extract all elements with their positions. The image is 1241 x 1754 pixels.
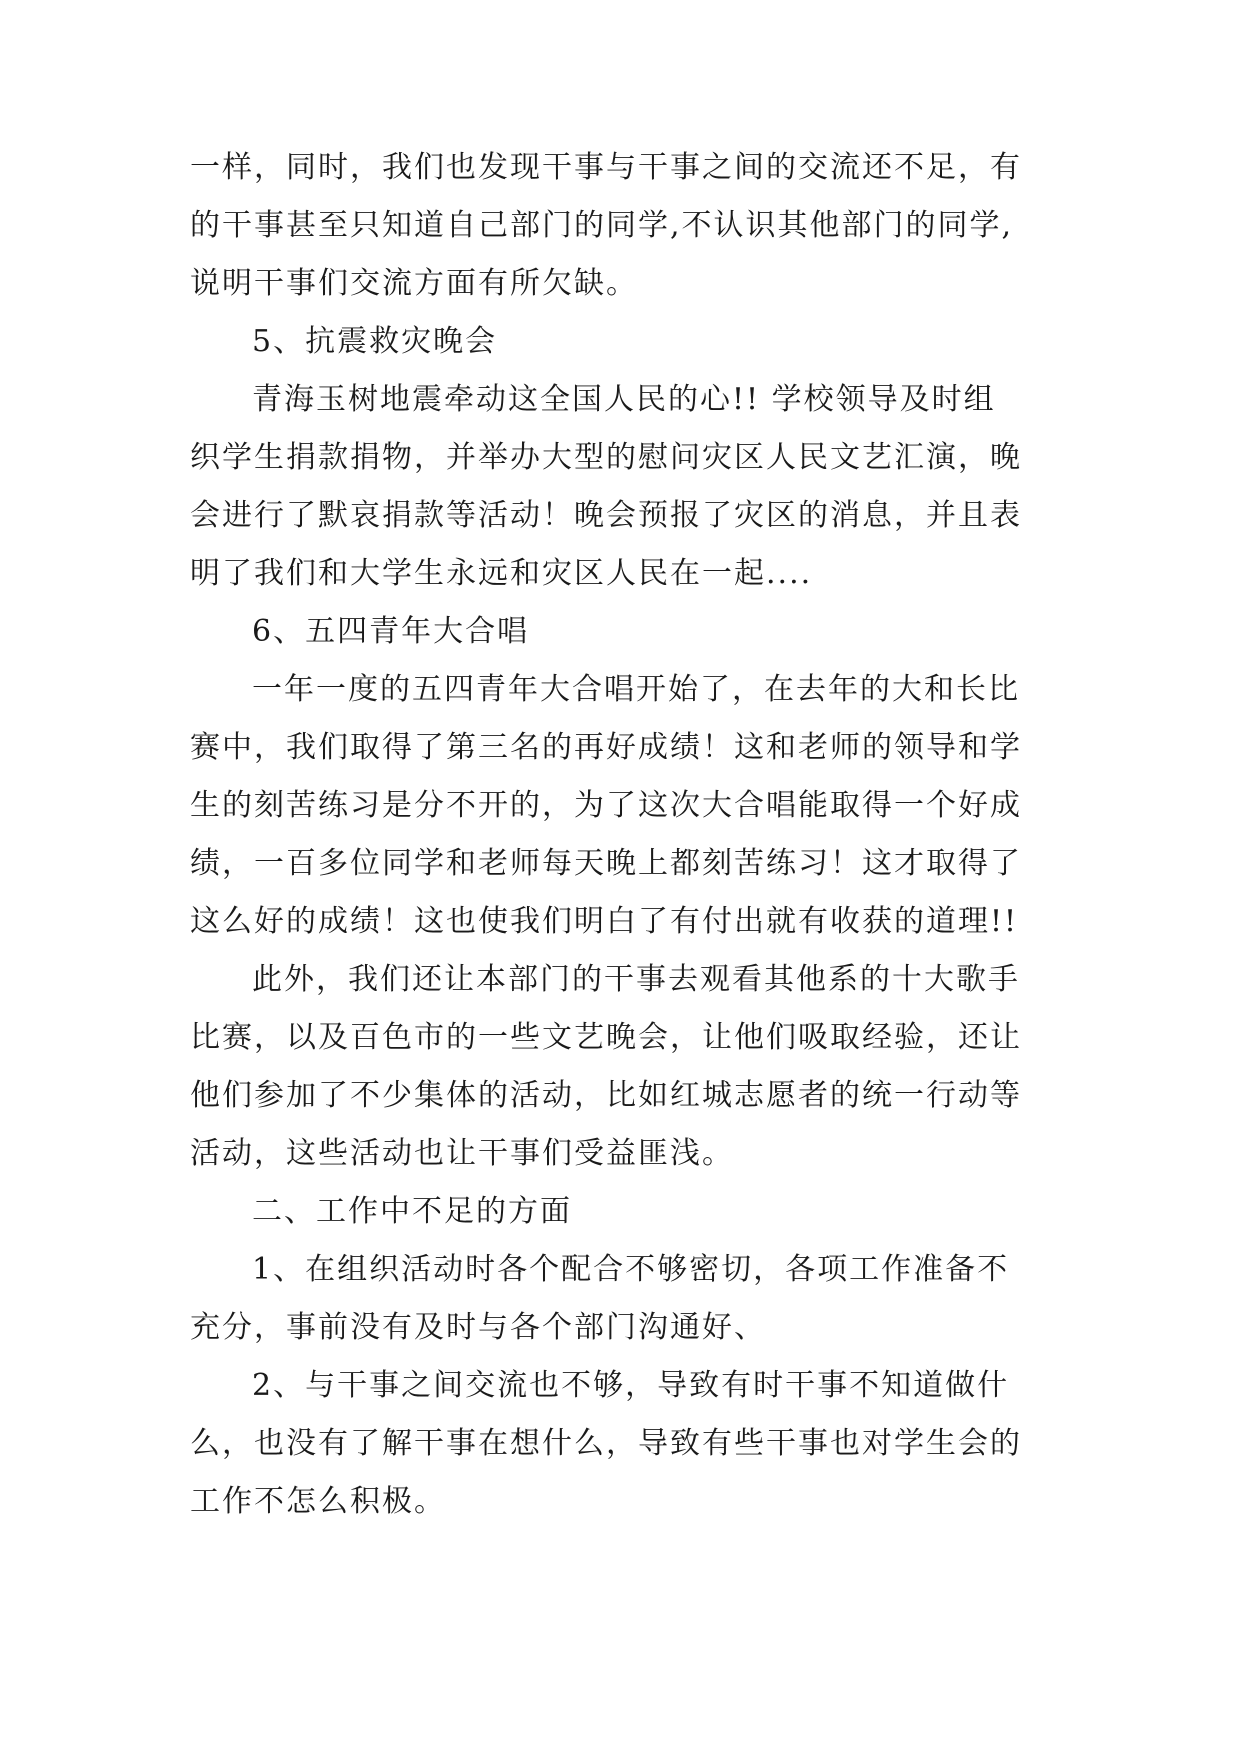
paragraph-start: 此外，我们还让本部门的干事去观看其他系的十大歌手 xyxy=(252,962,1020,997)
text-line: 活动，这些活动也让干事们受益匪浅。 xyxy=(190,1136,734,1171)
text-line: 工作不怎么积极。 xyxy=(190,1484,446,1519)
text-line: 比赛，以及百色市的一些文艺晚会，让他们吸取经验，还让 xyxy=(190,1020,1022,1055)
text-line: 么，也没有了解干事在想什么，导致有些干事也对学生会的 xyxy=(190,1426,1022,1461)
text-line: 明了我们和大学生永远和灾区人民在一起.... xyxy=(190,556,813,591)
paragraph-start: 青海玉树地震牵动这全国人民的心!! 学校领导及时组 xyxy=(252,382,996,417)
text-line: 他们参加了不少集体的活动，比如红城志愿者的统一行动等 xyxy=(190,1078,1022,1113)
paragraph-start: 一年一度的五四青年大合唱开始了，在去年的大和长比 xyxy=(252,672,1020,707)
text-line: 充分，事前没有及时与各个部门沟通好、 xyxy=(190,1310,766,1345)
paragraph-start: 1、在组织活动时各个配合不够密切，各项工作准备不 xyxy=(252,1252,1010,1287)
section-heading: 5、抗震救灾晚会 xyxy=(252,324,498,359)
paragraph-start: 2、与干事之间交流也不够，导致有时干事不知道做什 xyxy=(252,1368,1010,1403)
text-line: 赛中，我们取得了第三名的再好成绩！这和老师的领导和学 xyxy=(190,730,1022,765)
text-line: 说明干事们交流方面有所欠缺。 xyxy=(190,266,638,301)
text-line: 的干事甚至只知道自己部门的同学,不认识其他部门的同学, xyxy=(190,208,1014,243)
text-line: 绩，一百多位同学和老师每天晚上都刻苦练习！这才取得了 xyxy=(190,846,1022,881)
section-heading: 二、工作中不足的方面 xyxy=(252,1194,572,1229)
text-line: 一样，同时，我们也发现干事与干事之间的交流还不足，有 xyxy=(190,150,1022,185)
text-line: 这么好的成绩！这也使我们明白了有付出就有收获的道理!! xyxy=(190,904,1019,939)
text-line: 会进行了默哀捐款等活动！晚会预报了灾区的消息，并且表 xyxy=(190,498,1022,533)
text-line: 织学生捐款捐物，并举办大型的慰问灾区人民文艺汇演，晚 xyxy=(190,440,1022,475)
text-line: 生的刻苦练习是分不开的，为了这次大合唱能取得一个好成 xyxy=(190,788,1022,823)
section-heading: 6、五四青年大合唱 xyxy=(252,614,530,649)
